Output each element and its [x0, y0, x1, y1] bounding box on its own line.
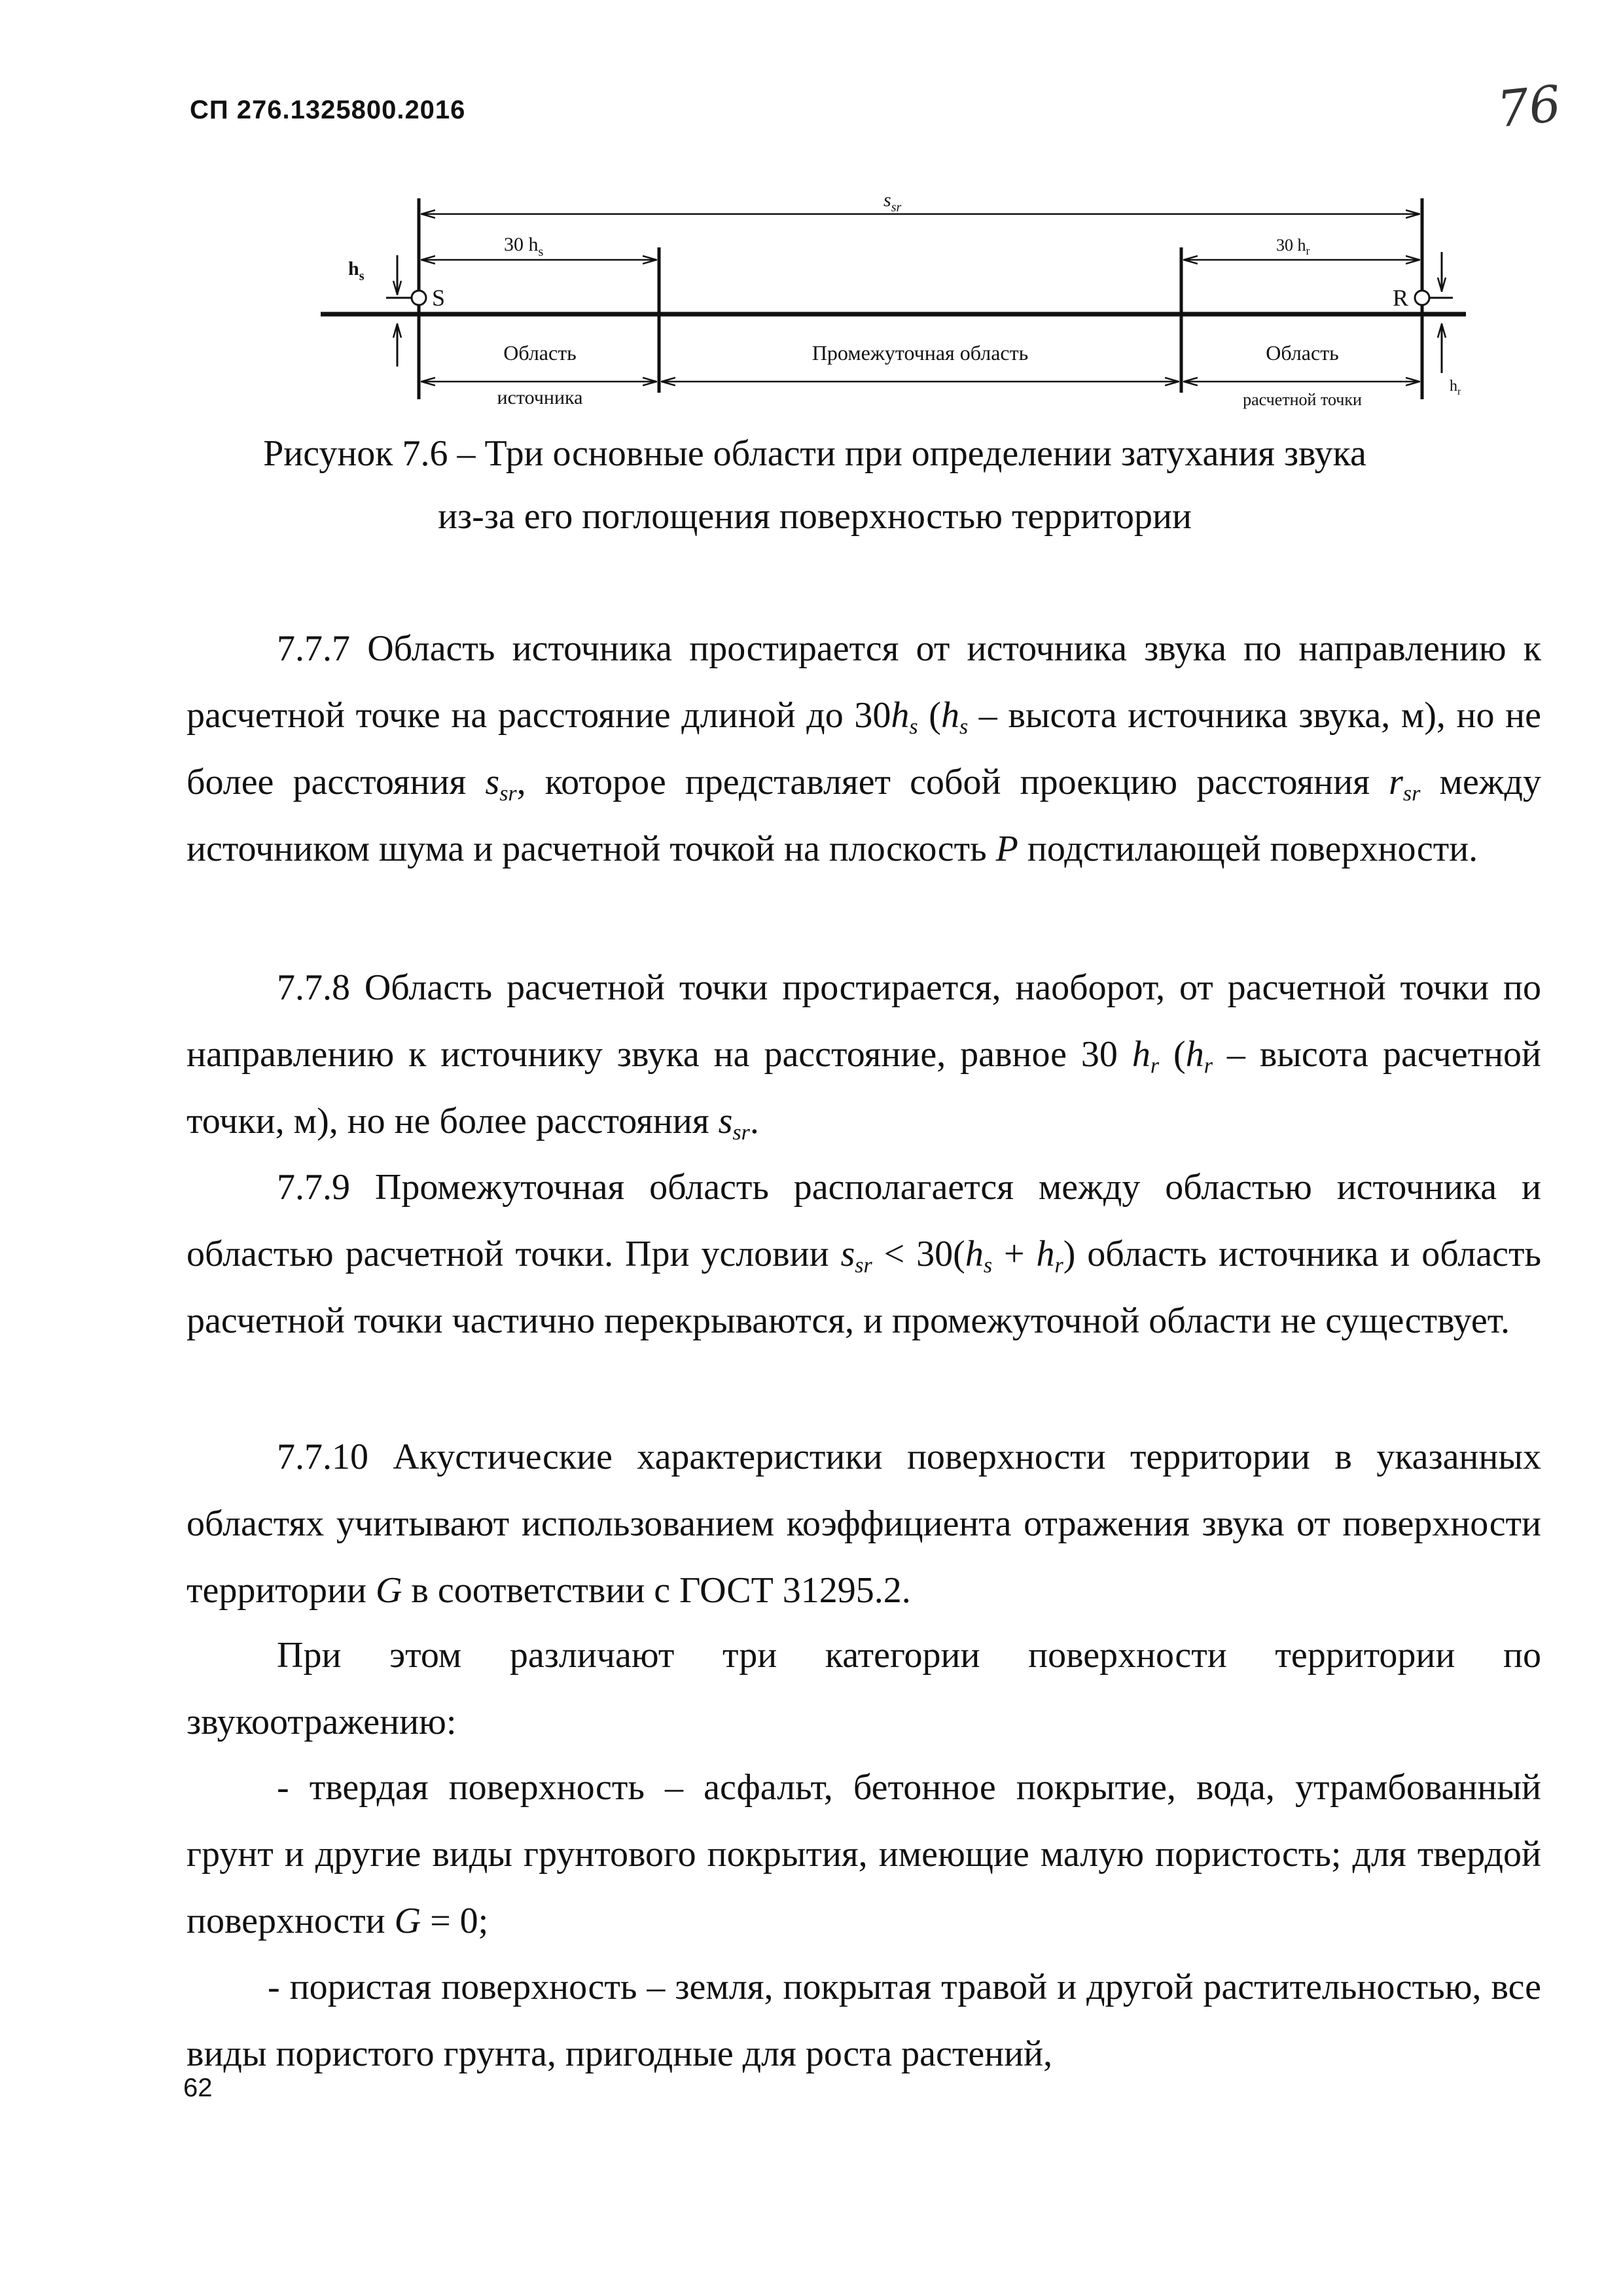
- paragraph-7-7-7: 7.7.7 Область источника простирается от источника звука по направлению к расчетной точке на расстояние длиной до $30h_s$ ($h_s$ – высота источника звука, м), но не более расстояния $s_{sr}$, которое представляет собой проекцию расстояния $r_{sr}$ между источником шума и расчетной точкой на плоскость P подстилающей поверхности.: [187, 628, 1541, 869]
- source-region-label-bottom: источника: [497, 387, 583, 408]
- figure-caption-line1: Рисунок 7.6 – Три основные области при определении затухания звука: [263, 433, 1366, 474]
- paragraph-7-7-9: 7.7.9 Промежуточная область располагается между областью источника и областью расчетной точки. При условии $s_{sr} < 30(h_s + h_r)$ область источника и область расчетной точки частично перекрываются, и промежуточной области не существует.: [187, 1167, 1542, 1341]
- receiver-width-label: 30 $h_r$: [1276, 236, 1310, 257]
- page-number: 62: [183, 2073, 213, 2102]
- figure-caption-line2: из-за его поглощения поверхностью территории: [438, 496, 1192, 537]
- point-r-label: R: [1393, 285, 1409, 311]
- hs-label: $h_s$: [348, 258, 365, 283]
- source-region-label-top: Область: [503, 341, 577, 365]
- document-code: СП 276.1325800.2016: [190, 96, 466, 124]
- paragraph-surface-categories: При этом различают три категории поверхности территории по звукоотражению:: [187, 1635, 1541, 1742]
- point-s-label: S: [432, 285, 446, 311]
- handwritten-page-mark: 76: [1494, 74, 1564, 139]
- receiver-region-label-top: Область: [1266, 341, 1339, 365]
- source-width-label: 30 $h_s$: [504, 234, 544, 259]
- middle-region-label: Промежуточная область: [812, 341, 1029, 365]
- ssr-label: $s_{sr}$: [883, 189, 902, 215]
- figure-regions-diagram: [308, 187, 1472, 409]
- list-item-hard-surface: - твердая поверхность – асфальт, бетонное покрытие, вода, утрамбованный грунт и другие виды грунтового покрытия, имеющие малую пористость; для твердой поверхности G = 0;: [187, 1767, 1541, 1941]
- hr-label: $h_r$: [1450, 378, 1461, 397]
- receiver-region-label-bottom: расчетной точки: [1243, 390, 1362, 409]
- paragraph-7-7-8: 7.7.8 Область расчетной точки простирается, наоборот, от расчетной точки по направлению к источнику звука на расстояние, равное 30 $h_r$ ($h_r$ – высота расчетной точки, м), но не более расстояния $s_{sr}$.: [187, 967, 1542, 1145]
- paragraph-7-7-10: 7.7.10 Акустические характеристики поверхности территории в указанных областях учитывают использованием коэффициента отражения звука от поверхности территории G в соответствии с ГОСТ 31295.2.: [187, 1437, 1541, 1611]
- source-point: [412, 291, 426, 305]
- list-item-porous-surface: - пористая поверхность – земля, покрытая травой и другой растительностью, все виды пористого грунта, пригодные для роста растений,: [187, 1967, 1541, 2074]
- receiver-point: [1415, 291, 1429, 305]
